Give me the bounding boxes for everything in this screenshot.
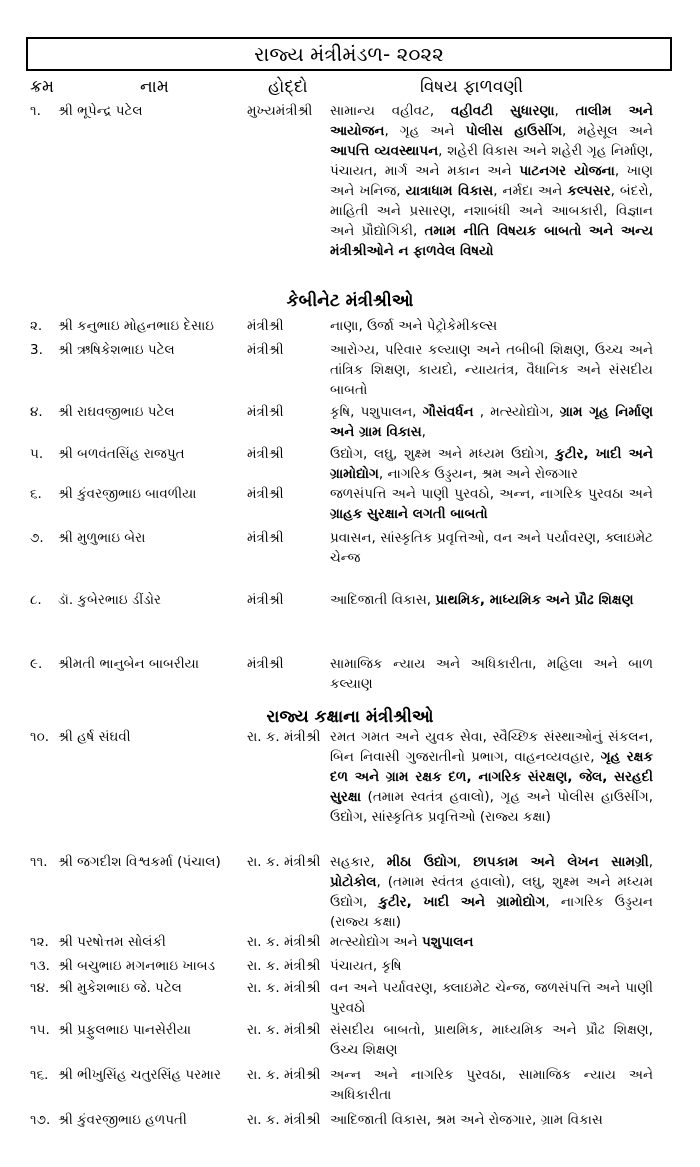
row-name: શ્રી પરષોત્તમ સોલંકી (58, 934, 166, 950)
row-role: મંત્રીશ્રી (247, 342, 284, 358)
row-role: મંત્રીશ્રી (247, 592, 284, 608)
row-name: શ્રી જગદીશ વિશ્વકર્મા (પંચાલ) (58, 854, 221, 870)
row-subject: ઉદ્યોગ, લઘુ, શુક્ષ્મ અને મધ્યમ ઉદ્યોગ, કુટીર, ખાદી અને ગ્રામોદ્યોગ, નાગરિક ઉડ્ડયન, શ્રમ અને રોજગાર (330, 446, 653, 482)
row-number: ૧૫. (30, 1022, 50, 1038)
row-number: ૬. (30, 486, 42, 502)
row-role: રા. ક. મંત્રીશ્રી (247, 958, 321, 974)
row-role: મંત્રીશ્રી (247, 656, 284, 672)
row-number: ૧૩. (30, 958, 50, 974)
row-number: ૮. (30, 592, 42, 608)
row-subject: નાણા, ઉર્જા અને પેટ્રોકેમીકલ્સ (330, 318, 498, 334)
row-subject: આદિજાતી વિકાસ, પ્રાથમિક, માધ્યમિક અને પ્રૌઢ શિક્ષણ (330, 592, 634, 608)
row-name: શ્રી મુકેશભાઇ જે. પટેલ (58, 980, 182, 996)
row-number: ૧૭. (30, 1112, 51, 1128)
row-number: ૧૦. (30, 729, 50, 745)
row-role: રા. ક. મંત્રીશ્રી (247, 1022, 321, 1038)
row-name: શ્રી ભીખુસિંહ ચતુરસિંહ પરમાર (58, 1067, 221, 1083)
row-role: રા. ક. મંત્રીશ્રી (247, 980, 321, 996)
row-subject: વન અને પર્યાવરણ, ક્લાઇમેટ ચેન્જ, જળસંપત્તિ અને પાણી પુરવઠો (330, 980, 653, 1016)
row-number: 3. (30, 342, 43, 358)
row-number: ૧૨. (30, 934, 49, 950)
row-name: શ્રી કુંવરજીભાઇ બાવળીયા (58, 486, 197, 502)
row-name: શ્રી મુળુભાઇ બેરા (58, 530, 146, 546)
row-number: ૫. (30, 446, 44, 462)
row-subject: આરોગ્ય, પરિવાર કલ્યાણ અને તબીબી શિક્ષણ, ઉચ્ચ અને તાંત્રિક શિક્ષણ, કાયદો, ન્યાયતંત્ર, વૈધાનિક અને સંસદીય બાબતો (330, 342, 653, 398)
section-state: રાજ્ય કક્ષાના મંત્રીશ્રીઓ (266, 707, 434, 727)
row-subject: સામાજિક ન્યાય અને અધિકારીતા, મહિલા અને બાળ કલ્યાણ (330, 656, 653, 692)
row-name: શ્રી ભૂપેન્દ્ર પટેલ (58, 103, 143, 119)
row-number: ૯. (30, 656, 43, 672)
row-name: શ્રી બચુભાઇ મગનભાઇ ખાબડ (58, 958, 216, 974)
row-role: મંત્રીશ્રી (247, 446, 284, 462)
row-name: શ્રીમતી ભાનુબેન બાબરીયા (58, 656, 200, 672)
row-role: રા. ક. મંત્રીશ્રી (247, 1067, 321, 1083)
page-title: રાજ્ય મંત્રીમંડળ- ૨૦૨૨ (26, 37, 672, 71)
row-subject: કૃષિ, પશુપાલન, ગૌસંવર્ધન , મત્સ્યોદ્યોગ, ગ્રામ ગૃહ નિર્માણ અને ગ્રામ વિકાસ, (330, 404, 653, 440)
section-cabinet: કેબીનેટ મંત્રીશ્રીઓ (286, 291, 414, 311)
row-role: રા. ક. મંત્રીશ્રી (247, 854, 321, 870)
row-name: શ્રી હર્ષ સંઘવી (58, 729, 131, 745)
header-subject: વિષય ફાળવણી (420, 77, 524, 97)
row-subject: આદિજાતી વિકાસ, શ્રમ અને રોજગાર, ગ્રામ વિકાસ (330, 1112, 603, 1128)
row-subject: મત્સ્યોદ્યોગ અને પશુપાલન (330, 934, 474, 950)
row-role: મંત્રીશ્રી (247, 404, 284, 420)
row-role: રા. ક. મંત્રીશ્રી (247, 934, 321, 950)
row-number: ૧૬. (30, 1067, 49, 1083)
row-number: ૧. (30, 103, 41, 119)
row-name: શ્રી બળવંતસિંહ રાજપુત (58, 446, 185, 462)
row-subject: સંસદીય બાબતો, પ્રાથમિક, માધ્યમિક અને પ્રૌઢ શિક્ષણ, ઉચ્ચ શિક્ષણ (330, 1022, 653, 1058)
header-name: નામ (140, 77, 169, 97)
row-role: રા. ક. મંત્રીશ્રી (247, 729, 321, 745)
row-subject: પંચાયત, કૃષિ (330, 958, 402, 974)
row-name: શ્રી પ્રફુલભાઇ પાનસેરીયા (58, 1022, 192, 1038)
row-number: ૧૧. (30, 854, 48, 870)
row-name: શ્રી કુંવરજીભાઇ હળપતી (58, 1112, 187, 1128)
row-name: શ્રી કનુભાઇ મોહનભાઇ દેસાઇ (58, 318, 214, 334)
row-role: મંત્રીશ્રી (247, 486, 284, 502)
row-subject: પ્રવાસન, સાંસ્કૃતિક પ્રવૃત્તિઓ, વન અને પર્યાવરણ, ક્લાઇમેટ ચેન્જ (330, 530, 653, 566)
row-subject: સામાન્ય વહીવટ, વહીવટી સુધારણા, તાલીમ અને આયોજન, ગૃહ અને પોલીસ હાઉસીંગ, મહેસૂલ અને આપત્તિ વ્યવસ્થાપન, શહેરી વિકાસ અને શહેરી ગૃહ નિર્માણ, પંચાયત, માર્ગ અને મકાન અને પાટનગર યોજના, ખાણ અને ખનિજ, યાત્રાધામ વિકાસ, નર્મદા અને કલ્પસર, બંદરો, માહિતી અને પ્રસારણ, નશાબંધી અને આબકારી, વિજ્ઞાન અને પ્રૌદ્યોગિકી, તમામ નીતિ વિષયક બાબતો અને અન્ય મંત્રીશ્રીઓને ન ફાળવેલ વિષયો (330, 103, 654, 259)
row-name: શ્રી ઋષિકેશભાઇ પટેલ (58, 342, 175, 358)
row-role: મંત્રીશ્રી (247, 318, 284, 334)
header-num: ક્રમ (30, 77, 55, 97)
row-number: ૨. (30, 318, 43, 334)
row-number: ૪. (30, 404, 43, 420)
row-subject: અન્ન અને નાગરિક પુરવઠા, સામાજિક ન્યાય અને અધિકારીતા (330, 1067, 653, 1103)
row-role: રા. ક. મંત્રીશ્રી (247, 1112, 321, 1128)
row-role: મંત્રીશ્રી (247, 530, 284, 546)
header-role: હોદ્દો (268, 77, 308, 97)
row-subject: રમત ગમત અને યુવક સેવા, સ્વૈચ્છિક સંસ્થાઓનું સંકલન, બિન નિવાસી ગુજરાતીનો પ્રભાગ, વાહનવ્યવહાર, ગૃહ રક્ષક દળ અને ગ્રામ રક્ષક દળ, નાગરિક સંરક્ષણ, જેલ, સરહદી સુરક્ષા (તમામ સ્વતંત્ર હવાલો), ગૃહ અને પોલીસ હાઉસીંગ, ઉદ્યોગ, સાંસ્કૃતિક પ્રવૃત્તિઓ (રાજ્ય કક્ષા) (330, 729, 654, 825)
row-subject: સહકાર, મીઠા ઉદ્યોગ, છાપકામ અને લેખન સામગ્રી, પ્રોટોકોલ, (તમામ સ્વંતત્ર હવાલો), લઘુ, શુક્ષ્મ અને મધ્યમ ઉદ્યોગ, કુટીર, ખાદી અને ગ્રામોદ્યોગ, નાગરિક ઉડ્ડયન (રાજ્ય કક્ષા) (330, 854, 653, 930)
row-name: શ્રી રાઘવજીભાઇ પટેલ (58, 404, 175, 420)
row-number: ૧૪. (30, 980, 50, 996)
row-role: મુખ્યમંત્રીશ્રી (247, 103, 313, 119)
row-subject: જળસંપત્તિ અને પાણી પુરવઠો, અન્ન, નાગરિક પુરવઠા અને ગ્રાહક સુરક્ષાને લગતી બાબતો (330, 486, 653, 522)
row-name: ડૉ. કુબેરભાઇ ડીંડોર (58, 592, 161, 608)
row-number: ૭. (30, 530, 44, 546)
